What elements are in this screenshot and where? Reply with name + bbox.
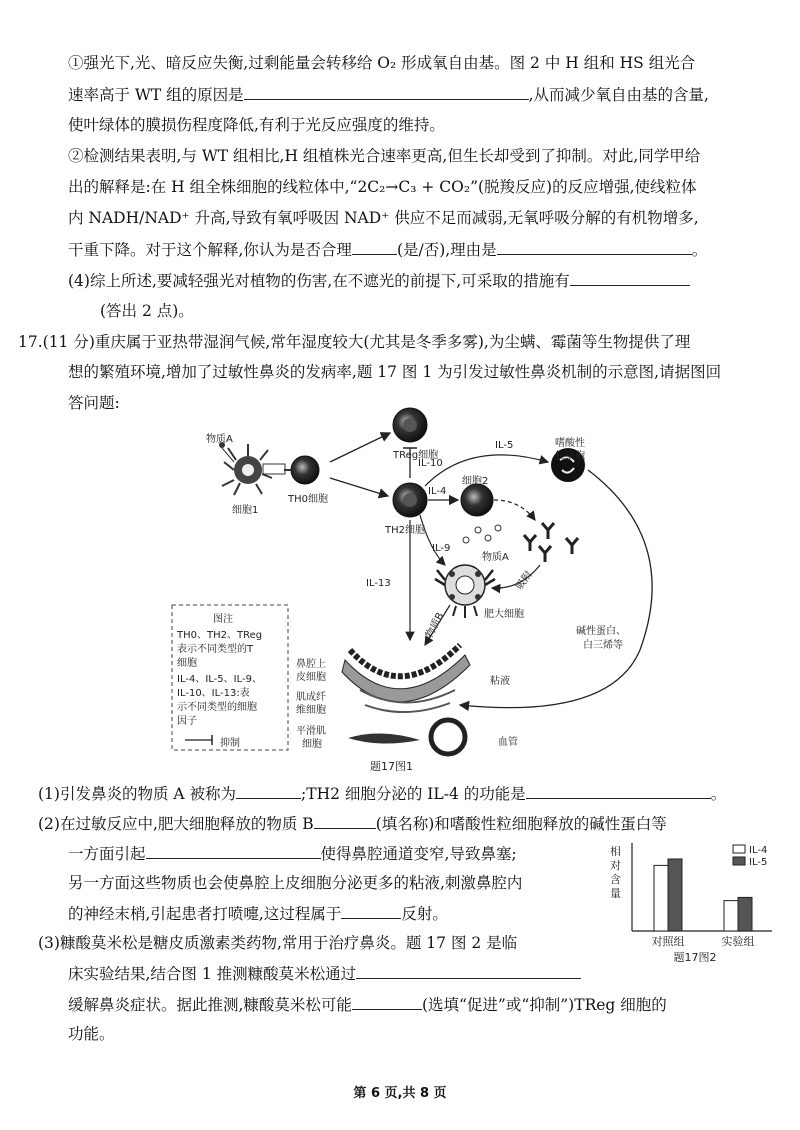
figure-2-caption: 题17图2: [673, 951, 717, 964]
legend-swatch-il-4: [733, 845, 745, 853]
label-il9: IL-9: [432, 543, 451, 554]
q16-p2-line2: 出的解释是:在 H 组全株细胞的线粒体中,“2C₂→C₃ + CO₂”(脱羧反应)的反应增强,使线粒体: [68, 178, 697, 196]
q17-2-line2: [68, 842, 517, 865]
legend-line4: IL-4、IL-5、IL-9、: [177, 674, 262, 685]
q16-p2-line3: 内 NADH/NAD⁺ 升高,导致有氧呼吸因 NAD⁺ 供应不足而减弱,无氧呼吸分解的有机物增多,: [68, 209, 699, 227]
label-eosinophil-2: 粒细胞: [555, 451, 585, 462]
bar-il-5-0: [668, 859, 682, 931]
label-fibro-2: 维细胞: [296, 705, 326, 716]
q17-2d-pre: 的神经末梢,引起患者打喷嚏,这过程属于: [68, 905, 342, 923]
legend-line6: 示不同类型的细胞: [177, 702, 257, 713]
x-tick-label: 对照组: [651, 935, 685, 948]
page-footer: 第 6 页,共 8 页: [353, 1086, 447, 1101]
q16-p1-line1: ①强光下,光、暗反应失衡,过剩能量会转移给 O₂ 形成氧自由基。图 2 中 H 组和 HS 组光合: [68, 54, 696, 72]
label-fibro-1: 肌成纤: [296, 692, 326, 703]
label-th0: TH0细胞: [288, 494, 328, 505]
q17-1-mid: ;TH2 细胞分泌的 IL-4 的功能是: [301, 785, 526, 803]
q17-2b-pre: 一方面引起: [68, 845, 146, 863]
q17-3-line2: [68, 962, 581, 985]
label-basic-protein-1: 碱性蛋白、: [576, 626, 626, 637]
label-il10: IL-10: [418, 458, 443, 469]
dendritic-cell-icon: [222, 444, 285, 495]
figure-1-caption: 题17图1: [370, 760, 413, 773]
q16-p1-pre: 速率高于 WT 组的原因是: [68, 86, 244, 104]
label-nasal-epi-2: 皮细胞: [296, 672, 326, 683]
answer-blank[interactable]: [314, 812, 376, 829]
bar-il-5-1: [738, 897, 752, 931]
label-th2: TH2细胞: [385, 525, 425, 536]
figure-2-bar-chart: [600, 835, 790, 965]
q17-heading-line1: 17.(11 分)重庆属于亚热带湿润气候,常年湿度较大(尤其是冬季多雾),为尘螨、霉菌等生物提供了理: [18, 333, 691, 351]
legend-line7: 因子: [177, 716, 197, 727]
legend-line2: 表示不同类型的T: [177, 644, 254, 655]
label-eosinophil-1: 嗜酸性: [555, 438, 585, 449]
y-axis-label-char: 含: [610, 873, 621, 886]
nasal-tissue-icon: [342, 645, 470, 712]
q17-heading-line2: 想的繁殖环境,增加了过敏性鼻炎的发病率,题 17 图 1 为引发过敏性鼻炎机制的示意图,请据图回: [68, 363, 722, 381]
y-axis-label-char: 量: [610, 887, 621, 900]
label-cell1: 细胞1: [232, 505, 259, 516]
q17-3c-post: (选填“促进”或“抑制”)TReg 细胞的: [421, 996, 667, 1014]
q17-3c-pre: 缓解鼻炎症状。据此推测,糠酸莫米松可能: [68, 996, 352, 1014]
q16-p2-mid: (是/否),理由是: [396, 241, 497, 259]
q17-3-line1: (3)糠酸莫米松是糖皮质激素类药物,常用于治疗鼻炎。题 17 图 2 是临: [38, 934, 518, 952]
q16-p1-post: ,从而减少氧自由基的含量,: [528, 86, 709, 104]
y-axis-label-char: 相: [610, 845, 621, 858]
label-substance-b: 物质B: [424, 610, 447, 640]
q17-1-post: 。: [710, 785, 727, 803]
q16-p2-pre: 干重下降。对于这个解释,你认为是否合理: [68, 241, 352, 259]
q17-2-line4: [68, 902, 448, 925]
answer-blank[interactable]: [352, 993, 422, 1010]
q16-p3-text: (4)综上所述,要减轻强光对植物的伤害,在不遮光的前提下,可采取的措施有: [68, 272, 570, 290]
bar-il-4-1: [724, 901, 738, 931]
q17-2-line3: 另一方面这些物质也会使鼻腔上皮细胞分泌更多的粘液,刺激鼻腔内: [68, 874, 523, 892]
q17-3-line4: 功能。: [68, 1025, 115, 1043]
label-smooth-2: 细胞: [302, 739, 322, 750]
q16-p1-line3: 使叶绿体的膜损伤程度降低,有利于光反应强度的维持。: [68, 116, 445, 134]
legend-inhibit: 抑制: [220, 738, 240, 749]
q16-p3-line2: (答出 2 点)。: [100, 302, 194, 320]
q16-p2-line1: ②检测结果表明,与 WT 组相比,H 组植株光合速率更高,但生长却受到了抑制。对此,同学甲给: [68, 147, 701, 165]
legend-line1: TH0、TH2、TReg: [177, 630, 263, 641]
substance-a-dots: [463, 525, 501, 543]
bar-il-4-0: [654, 865, 668, 931]
label-basic-protein-2: 白三烯等: [583, 640, 623, 651]
x-tick-label: 实验组: [721, 935, 755, 948]
label-substance-a2: 物质A: [482, 552, 509, 563]
label-il5: IL-5: [495, 440, 514, 451]
q17-1: [38, 782, 726, 805]
q17-1-pre: (1)引发鼻炎的物质 A 被称为: [38, 785, 237, 803]
label-il4: IL-4: [428, 486, 447, 497]
label-mast-cell: 肥大细胞: [484, 609, 524, 620]
label-treg: TReg细胞: [393, 450, 439, 461]
q17-2-pre: (2)在过敏反应中,肥大细胞释放的物质 B: [38, 815, 314, 833]
answer-blank[interactable]: [146, 842, 321, 859]
legend-label-il-5: IL-5: [749, 857, 768, 868]
blood-vessel-icon: [431, 720, 465, 754]
label-adsorb: 吸附: [514, 569, 535, 592]
label-cell2: 细胞2: [462, 476, 489, 487]
answer-blank[interactable]: [236, 782, 301, 799]
answer-blank[interactable]: [526, 782, 711, 799]
label-smooth-1: 平滑肌: [296, 726, 326, 737]
y-axis-label-char: 对: [610, 859, 621, 872]
q17-3b-pre: 床实验结果,结合图 1 推测糠酸莫米松通过: [68, 965, 357, 983]
smooth-muscle-icon: [348, 733, 420, 743]
legend-title: 图注: [213, 614, 233, 625]
legend-line5: IL-10、IL-13:表: [177, 688, 250, 699]
q17-2b-post: 使得鼻腔通道变窄,导致鼻塞;: [320, 845, 517, 863]
q17-2d-post: 反射。: [401, 905, 448, 923]
answer-blank[interactable]: [356, 962, 581, 979]
th0-cell-icon: [291, 456, 319, 484]
q17-3-line3: [68, 993, 667, 1016]
legend-swatch-il-5: [733, 857, 745, 865]
label-nasal-epi-1: 鼻腔上: [296, 659, 326, 670]
answer-blank[interactable]: [341, 902, 401, 919]
label-substance-a: 物质A: [206, 434, 233, 445]
q17-2-post: (填名称)和嗜酸性粒细胞释放的碱性蛋白等: [375, 815, 667, 833]
legend-label-il-4: IL-4: [749, 845, 768, 856]
antibody-icons: [524, 523, 578, 562]
label-vessel: 血管: [498, 737, 518, 748]
legend-line3: 细胞: [177, 658, 197, 669]
label-il13: IL-13: [366, 578, 391, 589]
q17-2-line1: [38, 812, 667, 835]
label-mucus: 粘液: [490, 676, 510, 687]
q16-p2-post: 。: [691, 241, 708, 259]
cell2-icon: [461, 484, 493, 516]
q17-heading-line3: 答问题:: [68, 394, 120, 412]
